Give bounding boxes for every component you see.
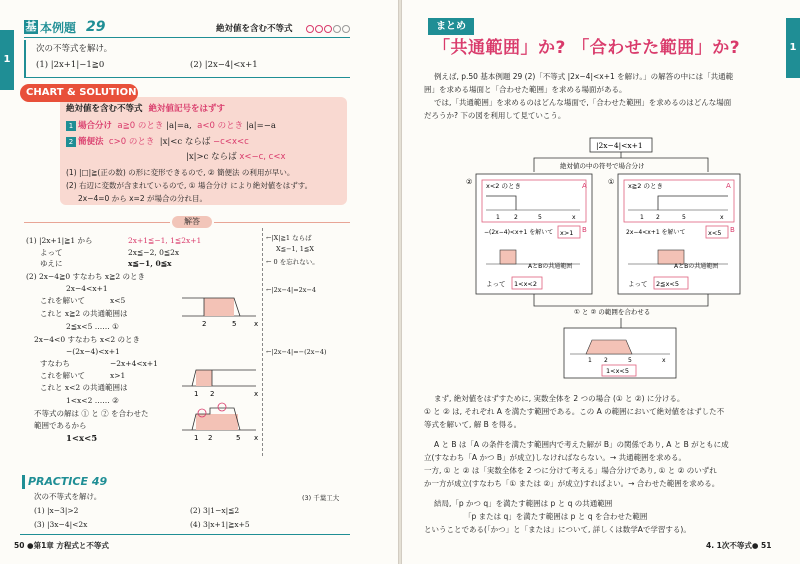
intro-line: 囲」を求める場面と「合わせた範囲」を求める場面がある。: [424, 85, 627, 94]
example-topic: 絶対値を含む不等式: [216, 24, 293, 34]
body-line: 一方, ① と ② は「実数全体を 2 つに分けて考える」場合分けであり, ① と ② のいずれ: [424, 466, 717, 475]
tick-x: x: [254, 320, 259, 328]
chapter-tab-right: [786, 18, 800, 78]
label-b: B: [582, 226, 587, 234]
practice-prompt: 次の不等式を解け。: [34, 492, 102, 501]
summary-badge: まとめ: [428, 18, 474, 35]
range-fill: [204, 298, 234, 316]
example-number: 29: [86, 19, 106, 35]
range-fill: [196, 414, 238, 430]
ans-line: 2x−4<x+1: [66, 284, 108, 293]
header-rule: [24, 37, 350, 38]
rule-shortcut-a-res: −c<x<c: [213, 137, 249, 147]
numberline-graph-2: [182, 362, 262, 400]
practice-q3: (3) |3x−4|<2x: [34, 520, 88, 529]
badge-2: 2: [66, 137, 76, 147]
split-label: 絶対値の中の符号で場合分け: [560, 162, 645, 170]
sidenote-divider: [262, 228, 263, 456]
badge-1: 1: [66, 121, 76, 131]
ans-line: よって: [40, 248, 63, 257]
ans-line: −(2x−4)<x+1: [66, 347, 120, 356]
top-inequality: |2x−4|<x+1: [596, 141, 643, 150]
tick-1: 1: [496, 214, 500, 221]
ans-line: これを解いて: [40, 296, 85, 305]
rule-shortcut-2: [186, 152, 286, 163]
ans-final: 1<x<5: [66, 434, 98, 444]
case-2-marker: ②: [466, 178, 473, 186]
body-line: ということである(「かつ」と「または」について, 詳しくは数学Aで学習する)。: [424, 525, 691, 534]
intro-line: だろうか? 下の図を利用して見ていこう。: [424, 111, 566, 120]
case-1-res: x<5: [708, 229, 722, 237]
ans-value: x>1: [110, 371, 126, 380]
range-fill: [196, 370, 212, 386]
problem-1: (1) |2x+1|−1≧0: [36, 60, 105, 70]
case-1-ab: AとBの共通範囲: [674, 263, 719, 270]
ans-line: (1) |2x+1|≧1 から: [26, 236, 93, 245]
ans-line: すなわち: [40, 359, 70, 368]
side-note: ←|X|≧1 ならば: [266, 234, 312, 242]
tick-x: x: [572, 214, 576, 221]
ans-line: これを解いて: [40, 371, 85, 380]
case-1-yotte: よって: [628, 280, 648, 288]
rule-topic: 絶対値を含む不等式: [66, 104, 143, 114]
label-a: A: [726, 182, 731, 190]
final-result: 1<x<5: [606, 367, 630, 375]
chapter-tab-number: 1: [789, 41, 797, 53]
case-1-ineq: 2x−4<x+1 を解いて: [626, 229, 686, 236]
rule-shortcut-cond: c>0 のとき: [108, 137, 155, 147]
ans-line: これと x<2 の共通範囲は: [40, 383, 128, 392]
left-page: [0, 0, 398, 564]
chart-note-3: 2x−4=0 から x=2 が場合の分れ目。: [78, 194, 207, 203]
tick-x: x: [662, 357, 666, 364]
rule-case-cond1: a≧0 のとき: [117, 121, 164, 131]
problem-box: [24, 40, 350, 78]
basic-kanji-badge: 基: [25, 20, 37, 33]
practice-title: PRACTICE: [28, 475, 88, 488]
difficulty-dot: [324, 25, 332, 33]
ans-line: 範囲であるから: [34, 421, 87, 430]
difficulty-marks: [306, 24, 351, 35]
merge-connector: [534, 294, 708, 306]
case-1-cond: x≧2 のとき: [628, 182, 663, 190]
chapter-tab-left: [0, 30, 14, 90]
rule-shortcut: [66, 137, 249, 148]
rule-summary: 絶対値記号をはずす: [148, 104, 225, 114]
tick-5: 5: [682, 214, 686, 221]
practice-label: [22, 475, 107, 489]
tick-2: 2: [202, 320, 207, 328]
side-note: ←|2x−4|=−(2x−4): [266, 348, 327, 356]
body-line: 結局,「p かつ q」を満たす範囲は p と q の共通範囲: [434, 499, 613, 508]
ans-line: ゆえに: [40, 259, 63, 268]
chart-note-1: (1) |□|≧(正の数) の形に変形できるので, ② 簡便法 の利用が早い。: [66, 168, 295, 177]
tick-1: 1: [588, 357, 592, 364]
body-line: 等式を解いて, 解 B を得る。: [424, 420, 522, 429]
ans-line: 不等式の解は ① と ② を合わせた: [34, 409, 149, 418]
tick-5: 5: [538, 214, 542, 221]
case-2-cond: x<2 のとき: [486, 182, 521, 190]
rule-case-label: 場合分け: [78, 121, 113, 131]
case-2-ineq: −(2x−4)<x+1 を解いて: [484, 229, 554, 236]
tick-5: 5: [232, 320, 237, 328]
body-line: 立(すなわち「A かつ B」が成立)しなければならない。→ 共通範囲を求める。: [424, 453, 687, 462]
rule-case-val1: |a|=a,: [166, 121, 192, 131]
case-2-ab: AとBの共通範囲: [528, 263, 573, 270]
body-line: A と B は「A の条件を満たす範囲内で考えた解が B」の関係であり, A と B がともに成: [434, 440, 729, 449]
body-line: ① と ② は, それぞれ A を満たす範囲である。この A の範囲において絶対値をはずした不: [424, 407, 725, 416]
practice-q1: (1) |x−3|>2: [34, 506, 79, 515]
difficulty-dot: [333, 25, 341, 33]
difficulty-dot: [315, 25, 323, 33]
chart-rule-title: [66, 104, 225, 115]
example-title: 本例題: [40, 21, 77, 35]
ans-value: x<5: [110, 296, 126, 305]
answer-rule-right: [214, 222, 350, 223]
numberline-graph-3: [182, 404, 262, 444]
case-1-marker: ①: [608, 178, 615, 186]
body-line: まず, 絶対値をはずすために, 実数全体を 2 つの場合 (① と ②) に分ける。: [434, 394, 685, 403]
rule-case-split: [66, 121, 276, 132]
practice-rule: [20, 534, 350, 535]
tick-5: 5: [628, 357, 632, 364]
tick-2: 2: [514, 214, 518, 221]
answer-label: 解答: [172, 216, 212, 228]
ans-line: 2x−4<0 すなわち x<2 のとき: [34, 335, 141, 344]
ans-value: 2x≦−2, 0≦2x: [128, 248, 180, 257]
tick-5: 5: [236, 434, 241, 442]
tick-2: 2: [656, 214, 660, 221]
tick-x: x: [254, 434, 259, 442]
tick-2: 2: [210, 390, 215, 398]
difficulty-dot: [342, 25, 350, 33]
case-2-final: 1<x<2: [514, 280, 538, 288]
label-b: B: [730, 226, 735, 234]
tick-x: x: [254, 390, 259, 398]
mark-1: [218, 403, 226, 411]
tick-x: x: [720, 214, 724, 221]
case-2-res: x>1: [560, 229, 574, 237]
tick-1: 1: [194, 390, 199, 398]
numberline-graph-1: [182, 292, 262, 330]
tick-2: 2: [208, 434, 213, 442]
tick-1: 1: [640, 214, 644, 221]
chapter-tab-number: 1: [3, 53, 11, 65]
tick-1: 1: [194, 434, 199, 442]
intro-line: 例えば, p.50 基本例題 29 (2)「不等式 |2x−4|<x+1 を解け。」の解答の中には「共通範: [434, 72, 734, 81]
rule-shortcut-b-res: x<−c, c<x: [239, 152, 286, 162]
ans-line: 1<x<2 …… ②: [66, 396, 119, 405]
intro-line: では,「共通範囲」を求めるのはどんな場面で,「合わせた範囲」を求めるのはどんな場面: [434, 98, 732, 107]
body-line: か一方が成立(すなわち「① または ②」が成立)すればよい。→ 合わせた範囲を求める。: [424, 479, 720, 488]
side-note: X≦−1, 1≦X: [276, 245, 314, 253]
page-footer-left: 50 ●第1章 方程式と不等式: [14, 541, 109, 550]
problem-2: (2) |2x−4|<x+1: [190, 60, 258, 70]
summary-title: 「共通範囲」か? 「合わせた範囲」か?: [433, 38, 741, 58]
answer-rule-left: [24, 222, 170, 223]
ans-value: x≦−1, 0≦x: [128, 259, 172, 268]
case-2-range: [500, 250, 516, 264]
rule-shortcut-label: 簡便法: [78, 137, 104, 147]
practice-source: (3) 千葉工大: [302, 494, 340, 502]
case-1-range: [658, 250, 684, 264]
label-a: A: [582, 182, 587, 190]
case-split-diagram: [452, 128, 762, 386]
difficulty-dot: [306, 25, 314, 33]
ans-line: 2≦x<5 …… ①: [66, 322, 119, 331]
rule-shortcut-a: |x|<c ならば: [159, 137, 211, 147]
rule-case-val2: |a|=−a: [245, 121, 276, 131]
rule-shortcut-b: |x|>c ならば: [186, 152, 237, 162]
practice-q4: (4) 3|x+1|≧x+5: [190, 520, 250, 529]
practice-number: 49: [91, 475, 108, 488]
ans-value: 2x+1≦−1, 1≦2x+1: [128, 236, 202, 245]
tick-2: 2: [604, 357, 608, 364]
final-range: [586, 340, 632, 354]
ans-line: これと x≧2 の共通範囲は: [40, 309, 128, 318]
chart-solution-label: CHART & SOLUTION: [20, 84, 138, 102]
case-2-yotte: よって: [486, 280, 506, 288]
rule-case-cond2: a<0 のとき: [197, 121, 244, 131]
case-1-final: 2≦x<5: [656, 280, 680, 288]
ans-value: −2x+4<x+1: [110, 359, 158, 368]
merge-label: ① と ② の範囲を合わせる: [574, 308, 651, 316]
page-footer-right: 4. 1次不等式● 51: [706, 541, 772, 550]
problem-prompt: 次の不等式を解け。: [36, 44, 113, 54]
practice-q2: (2) 3|1−x|≦2: [190, 506, 240, 515]
body-line: 「p または q」を満たす範囲は p と q を合わせた範囲: [464, 512, 648, 521]
side-note: ←|2x−4|=2x−4: [266, 286, 317, 294]
chart-note-2: (2) 右辺に変数が含まれているので, ① 場合分け により絶対値をはずす。: [66, 181, 313, 190]
side-note: ← 0 を忘れない。: [266, 258, 319, 266]
ans-line: (2) 2x−4≧0 すなわち x≧2 のとき: [26, 272, 146, 281]
